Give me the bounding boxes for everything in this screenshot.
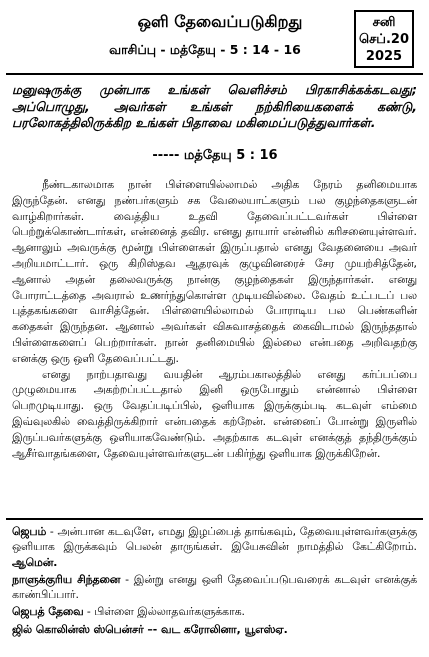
prayer-need-text: - பிள்ளை இல்லாதவர்களுக்காக.: [83, 605, 245, 619]
prayer-text: - அன்பான கடவுளே, எமது இழப்பைத் தாங்கவும், தேவையுள்ளவர்களுக்கு ஒளியாக இருக்கவும் பெலன் தாருங்கள். இயேசுவின் நாமத்தில் கேட்கிறோம்.: [12, 525, 417, 554]
key-verse: மனுஷருக்கு முன்பாக உங்கள் வெளிச்சம் பிரகாசிக்கக்கடவது; அப்பொழுது, அவர்கள் உங்கள் நற்கிரியைகளைக் கண்டு, பரலோகத்திலிருக்கிற உங்கள் பிதாவை மகிமைப்படுத்துவார்கள்.: [12, 82, 417, 130]
devotional-body: [12, 177, 417, 461]
key-verse-reference: ----- மத்தேயு 5 : 16: [152, 148, 278, 163]
date-date: செப்.20: [358, 31, 410, 47]
prayer-amen: ஆமென்.: [12, 555, 58, 569]
body-paragraph: எனது நாற்பதாவது வயதின் ஆரம்பகாலத்தில் எனது கர்ப்பப்பை முழுமையாக அகற்றப்பட்டதால் இனி ஒருபோதும் என்னால் பிள்ளை பெறமுடியாது. ஒரு வேதப்படிப்பில், ஒளியாக இருக்கும்படி கடவுள் எம்மை இவ்வுலகில் வைத்திருக்கிறார் என்பதைக் கற்றேன். என்னைப் போன்று இருளில் இருப்பவர்களுக்கு ஒளியாகவேண்டும். அதற்காக கடவுள் எனக்குத் தந்திருக்கும் ஆசீர்வாதங்களை, தேவையுள்ளவர்களுடன் பகிர்ந்து ஒளியாக இருக்கிறேன்.: [12, 367, 417, 460]
body-paragraph: நீண்டகாலமாக நான் பிள்ளையில்லாமல் அதிக நேரம் தனிமையாக இருந்தேன். எனது நண்பர்களும் சக வேலையாட்களும் பல குழந்தைகளுடன் வாழ்கிறார்கள். வைத்திய உதவி தேவைப்பட்டவர்கள் பிள்ளை பெற்றுக்கொண்டார்கள், என்னைத் தவிர. எனது தாயார் என்னில் கரிசனையுள்ளவர். ஆனாலும் அவருக்கு மூன்று பிள்ளைகள் இருப்பதால் எனது வேதனையை அவர் அறியமாட்டார். ஒரு கிறிஸ்தவ ஆதரவுக் குழுவினரைச் சேர முயற்சித்தேன், ஆனால் அதன் தலைவருக்கு நான்கு குழந்தைகள் இருந்தார்கள். எனது போராட்டத்தை அவரால் உணர்ந்துகொள்ள முடியவில்லை. வேதம் உட்படப் பல புத்தகங்களை வாசித்தேன். பிள்ளையில்லாமல் போராடிய பல பெண்களின் கதைகள் இருந்தன. ஆனால் அவர்கள் விசுவாசத்தைக் கைவிடாமல் இருந்ததால் பிள்ளைகளைப் பெற்றார்கள். நான் தனிமையில் இல்லை என்பதை அறிவதற்கு எனக்கு ஒரு ஒளி தேவைப்பட்டது.: [12, 178, 417, 365]
header-divider: [6, 73, 423, 75]
prayer: [12, 524, 417, 570]
thought-text: - இன்று எனது ஒளி தேவைப்படுபவரைக் கடவுள் எனக்குக் காண்பிப்பார்.: [12, 572, 418, 602]
thought-for-day: [12, 572, 417, 603]
prayer-need-label: ஜெபத் தேவை: [12, 605, 84, 619]
footer-divider: [6, 518, 423, 520]
page-title: ஒளி தேவைப்படுகிறது: [137, 12, 303, 31]
prayer-need: [12, 604, 417, 619]
date-box: [354, 10, 414, 68]
scripture-reading: வாசிப்பு - மத்தேயு - 5 : 14 - 16: [109, 42, 301, 57]
date-year: 2025: [365, 48, 403, 64]
thought-label: நாளுக்குரிய சிந்தனை: [12, 572, 121, 586]
devotional-footer: [12, 524, 417, 639]
prayer-label: ஜெபம்: [12, 525, 47, 538]
date-day: சனி: [372, 14, 396, 30]
author-line: ஜில் கொலின்ஸ் ஸ்பென்சர் –- வட கரோலினா, யூஎஸ்ஏ.: [12, 622, 288, 636]
